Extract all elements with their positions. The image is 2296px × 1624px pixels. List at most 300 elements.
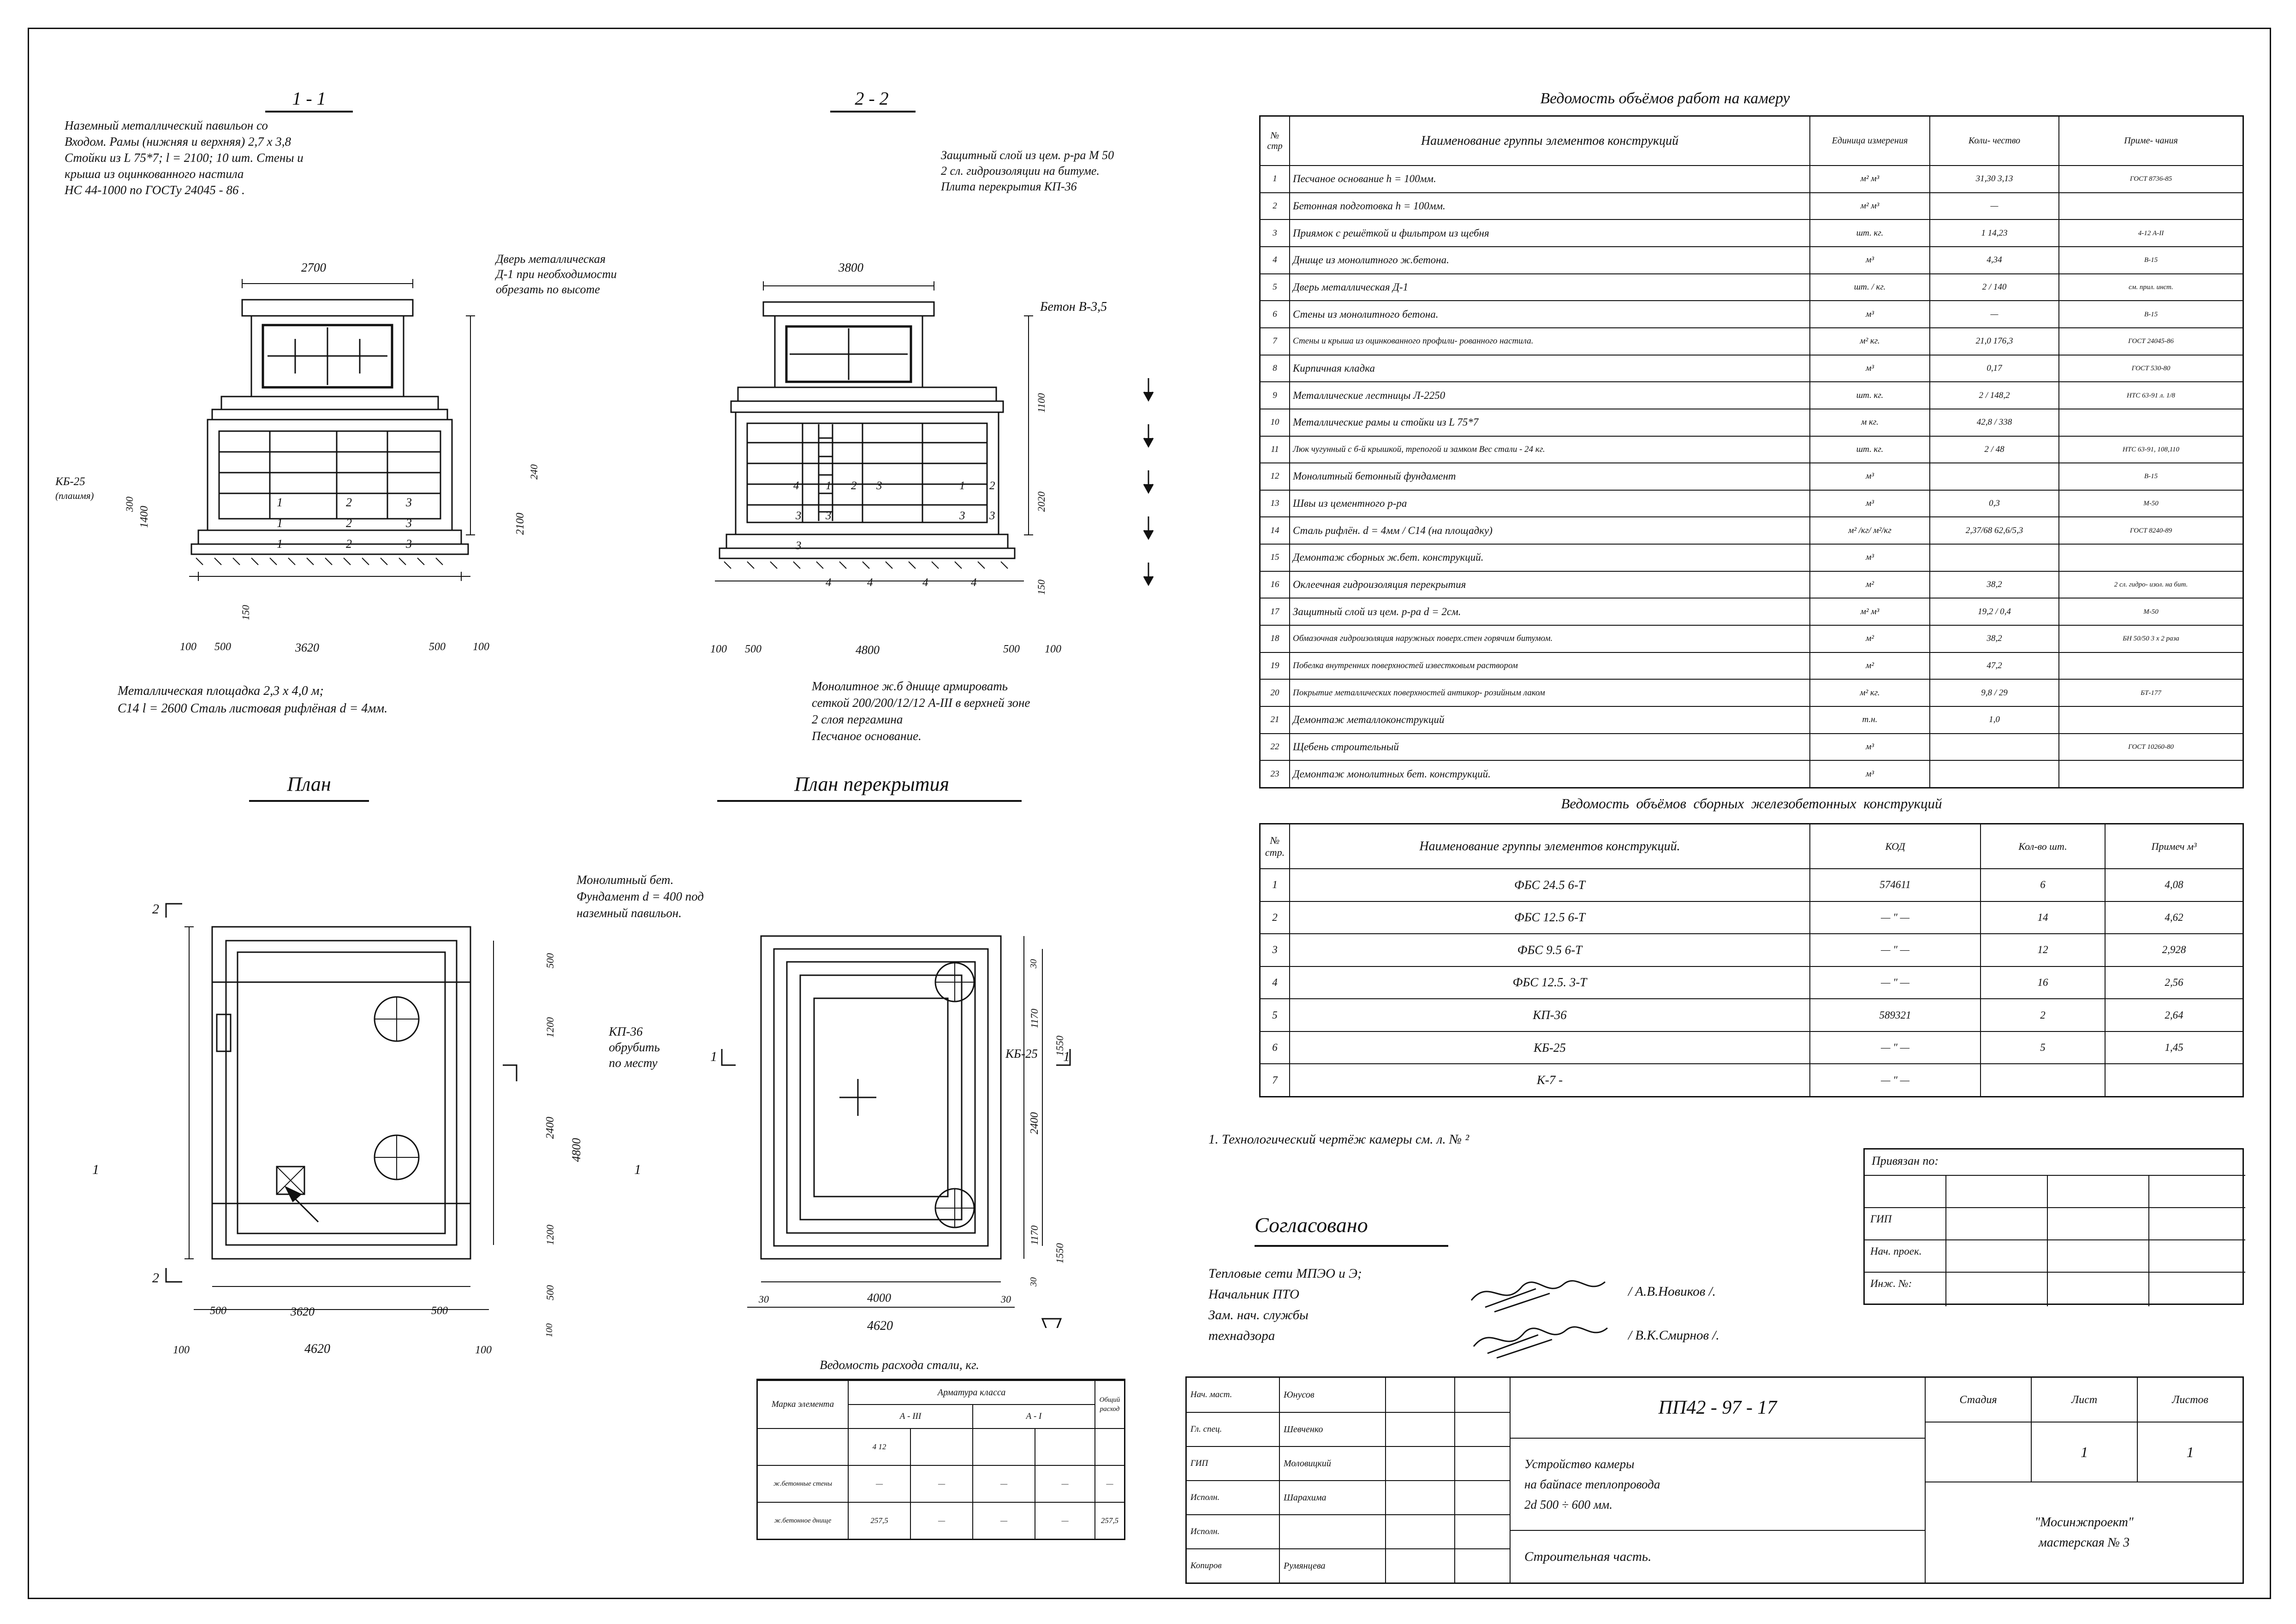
block-num: 2 — [989, 480, 995, 492]
volumes-row-name: Оклеечная гидроизоляция перекрытия — [1289, 571, 1809, 598]
section-2-2-drawing — [710, 258, 1098, 627]
volumes-row-unit: шт. кг. — [1809, 436, 1929, 463]
dim-1400: 1400 — [138, 506, 150, 528]
steel-header-class: Арматура класса — [848, 1380, 1094, 1404]
block-num: 1 — [277, 496, 283, 509]
cover-mark-1-right: 1 — [1063, 1049, 1070, 1064]
volumes-row-num: 1 — [1261, 165, 1289, 192]
prefab-header-col-qty: Кол-во шт. — [1980, 824, 2105, 868]
volumes-row-unit: м² — [1809, 625, 1929, 652]
prefab-row-qty: 14 — [1980, 901, 2105, 934]
note-line: Д-1 при необходимости — [496, 267, 617, 281]
volumes-row-note: БН 50/50 3 х 2 раза — [2058, 625, 2242, 652]
volumes-row-num: 14 — [1261, 516, 1289, 544]
prefab-row-code: — ″ — — [1809, 966, 1980, 999]
volumes-row-note — [2058, 760, 2242, 787]
prefab-row-qty: 16 — [1980, 966, 2105, 999]
cover-dim-1550a: 1550 — [1054, 1036, 1065, 1056]
plan-dim-500d: 500 — [431, 1305, 448, 1317]
block-num: 3 — [876, 480, 882, 492]
approval-line: технадзора — [1208, 1328, 1275, 1343]
note-line: 2 сл. гидроизоляции на битуме. — [941, 164, 1100, 178]
approval-line: Начальник ПТО — [1208, 1287, 1299, 1302]
volumes-header-col-num: № стр — [1267, 130, 1283, 151]
stamp-signature-cell — [1385, 1378, 1454, 1412]
binding-row-nachproekt: Нач. проек. — [1870, 1245, 1922, 1257]
volumes-row-note: НТС 63-91, 108,110 — [2058, 436, 2242, 463]
note-line: обрубить — [609, 1040, 660, 1054]
cover-mark-1-left: 1 — [710, 1049, 717, 1064]
volumes-row-note: 2 сл. гидро- изол. на бит. — [2058, 571, 2242, 598]
volumes-row-unit: м² м³ — [1809, 598, 1929, 625]
stamp-org-line: "Мосинжпроект" — [2034, 1515, 2134, 1529]
block-num: 2 — [346, 496, 352, 509]
block-num: 4 — [922, 576, 928, 589]
stamp-signature-cell — [1385, 1548, 1454, 1583]
prefab-row-name: ФБС 12.5 6-Т — [1289, 901, 1809, 934]
steel-row-total: — — [1094, 1465, 1124, 1502]
volumes-row-note: В-15 — [2058, 300, 2242, 327]
underline — [1255, 1245, 1448, 1247]
volumes-row-note: В-15 — [2058, 462, 2242, 490]
volumes-row-note: ГОСТ 8240-89 — [2058, 516, 2242, 544]
volumes-row-note — [2058, 652, 2242, 679]
volumes-row-qty: 1,0 — [1929, 706, 2058, 733]
volumes-row-num: 10 — [1261, 409, 1289, 436]
steel-subheader-a3: А - III — [848, 1404, 972, 1428]
divider — [1945, 1175, 1946, 1306]
stamp-org-line: мастерская № 3 — [2038, 1535, 2130, 1550]
volumes-row-name: Металлические лестницы Л-2250 — [1289, 381, 1809, 409]
volumes-row-qty — [1929, 760, 2058, 787]
volumes-row-unit: м² — [1809, 652, 1929, 679]
block-num: 1 — [277, 516, 283, 530]
block-num: 1 — [277, 537, 283, 551]
note-line: (плашмя) — [55, 490, 94, 501]
plan-mark-1-left: 1 — [92, 1162, 99, 1177]
dim-2700: 2700 — [301, 261, 326, 274]
cover-dim-1170b: 1170 — [1029, 1225, 1040, 1245]
block-num: 4 — [793, 480, 799, 492]
note-line: Дверь металлическая — [496, 252, 606, 266]
volumes-row-name: Обмазочная гидроизоляция наружных поверх.стен горячим битумом. — [1289, 625, 1809, 652]
volumes-row-num: 18 — [1261, 625, 1289, 652]
stamp-signature-cell — [1385, 1412, 1454, 1446]
volumes-row-qty: 1 14,23 — [1929, 219, 2058, 246]
volumes-row-qty: 0,3 — [1929, 490, 2058, 517]
approval-title: Согласовано — [1255, 1213, 1368, 1237]
stamp-organization — [1925, 1482, 2242, 1583]
volumes-row-num: 2 — [1261, 192, 1289, 219]
prefab-table — [1259, 823, 2244, 1097]
block-num: 2 — [851, 480, 857, 492]
volumes-row-name: Песчаное основание h = 100мм. — [1289, 165, 1809, 192]
stamp-object-line: на байпасе теплопровода — [1524, 1477, 1660, 1491]
approval-line: Зам. нач. службы — [1208, 1308, 1309, 1322]
steel-row-a3-2 — [910, 1428, 972, 1465]
stamp-name: Юнусов — [1279, 1378, 1385, 1412]
note-line: сеткой 200/200/12/12 А-III в верхней зоне — [812, 696, 1030, 710]
bottom-note-2-2 — [812, 678, 1030, 744]
steel-table-title: Ведомость расхода стали, кг. — [820, 1358, 979, 1372]
volumes-row-name: Приямок с решёткой и фильтром из щебня — [1289, 219, 1809, 246]
cover-dim-30d: 30 — [1001, 1293, 1011, 1305]
volumes-row-note: 4-12 А-II — [2058, 219, 2242, 246]
approval-signature-1: / А.В.Новиков /. — [1628, 1284, 1716, 1299]
stamp-name: Моловицкий — [1279, 1446, 1385, 1480]
volumes-row-unit: м³ — [1809, 733, 1929, 760]
stamp-signature-cell — [1385, 1514, 1454, 1548]
volumes-row-name: Демонтаж сборных ж.бет. конструкций. — [1289, 544, 1809, 571]
note-line: крыша из оцинкованного настила — [65, 167, 244, 181]
plan-dim-100rr: 100 — [475, 1344, 492, 1356]
volumes-row-unit: м² кг. — [1809, 327, 1929, 355]
steel-row-mark: ж.бетонное днище — [758, 1502, 848, 1539]
stamp-object — [1510, 1438, 1925, 1530]
volumes-row-num: 22 — [1261, 733, 1289, 760]
underline — [249, 800, 369, 802]
steel-row-total — [1094, 1428, 1124, 1465]
volumes-row-num: 15 — [1261, 544, 1289, 571]
volumes-row-num: 17 — [1261, 598, 1289, 625]
volumes-row-qty: 31,30 3,13 — [1929, 165, 2058, 192]
prefab-row-num: 6 — [1261, 1031, 1289, 1064]
volumes-row-num: 16 — [1261, 571, 1289, 598]
block-num: 3 — [406, 516, 412, 530]
prefab-row-name: КП-36 — [1289, 998, 1809, 1031]
volumes-row-note: М-50 — [2058, 598, 2242, 625]
prefab-row-volume: 2,56 — [2105, 966, 2242, 999]
stamp-date-cell — [1454, 1412, 1510, 1446]
prefab-row-code: — ″ — — [1809, 1063, 1980, 1096]
volumes-row-name: Сталь рифлён. d = 4мм / С14 (на площадку) — [1289, 516, 1809, 544]
block-num: 3 — [826, 510, 832, 522]
stamp-date-cell — [1454, 1378, 1510, 1412]
note-line: Входом. Рамы (нижняя и верхняя) 2,7 х 3,8 — [65, 135, 291, 148]
kb25-note-cover: КБ-25 — [1005, 1047, 1038, 1061]
volumes-row-note — [2058, 544, 2242, 571]
underline — [717, 800, 1022, 802]
prefab-row-volume: 1,45 — [2105, 1031, 2242, 1064]
steel-row-a1-2: — — [1035, 1465, 1094, 1502]
steel-subheader-a1: А - I — [972, 1404, 1094, 1428]
volumes-row-qty: 21,0 176,3 — [1929, 327, 2058, 355]
plan-dim-500a: 500 — [544, 953, 556, 968]
volumes-row-name: Монолитный бетонный фундамент — [1289, 462, 1809, 490]
prefab-row-name: ФБС 9.5 6-Т — [1289, 933, 1809, 966]
section-1-1-drawing — [152, 258, 567, 636]
prefab-header-col-code: КОД — [1809, 824, 1980, 868]
volumes-row-unit: т.н. — [1809, 706, 1929, 733]
prefab-row-code: — ″ — — [1809, 1031, 1980, 1064]
note-line: Монолитное ж.б днище армировать — [812, 679, 1008, 693]
dim-3800: 3800 — [839, 261, 863, 274]
stamp-role: Исполн. — [1187, 1514, 1279, 1548]
steel-row-a3-1: — — [848, 1465, 910, 1502]
prefab-row-num: 5 — [1261, 998, 1289, 1031]
volumes-row-num: 13 — [1261, 490, 1289, 517]
dim-bottom-100c: 100 — [710, 643, 727, 655]
approval-lines — [1208, 1263, 1362, 1346]
stamp-date-cell — [1454, 1446, 1510, 1480]
volumes-row-num: 23 — [1261, 760, 1289, 787]
dim-bottom-500b: 500 — [429, 641, 446, 653]
volumes-row-unit: м² /кг/ м²/кг — [1809, 516, 1929, 544]
note-line: Плита перекрытия КП-36 — [941, 180, 1077, 193]
note-line: С14 l = 2600 Сталь листовая рифлёная d = 4мм. — [118, 701, 388, 716]
stamp-name: Румянцева — [1279, 1548, 1385, 1583]
stamp-stage-value: 1 — [2137, 1422, 2242, 1482]
prefab-row-volume — [2105, 1063, 2242, 1096]
block-num: 3 — [989, 510, 995, 522]
prefab-row-volume: 4,08 — [2105, 868, 2242, 901]
stamp-stage-header: Стадия — [1925, 1378, 2031, 1422]
divider — [2047, 1175, 2048, 1306]
note-line: КП-36 — [609, 1025, 643, 1038]
cover-dim-2400: 2400 — [1029, 1112, 1041, 1134]
volumes-row-unit: шт. кг. — [1809, 219, 1929, 246]
cover-dim-4000: 4000 — [867, 1291, 891, 1304]
prefab-row-name: ФБС 12.5. 3-Т — [1289, 966, 1809, 999]
volumes-row-unit: м³ — [1809, 246, 1929, 273]
volumes-row-name: Побелка внутренних поверхностей известковым раствором — [1289, 652, 1809, 679]
stamp-date-cell — [1454, 1480, 1510, 1514]
steel-header-total: Общий расход — [1094, 1380, 1124, 1428]
block-num: 2 — [346, 516, 352, 530]
volumes-row-note: БТ-177 — [2058, 679, 2242, 706]
prefab-row-name: КБ-25 — [1289, 1031, 1809, 1064]
block-num: 3 — [796, 510, 802, 522]
note-line: Фундамент d = 400 под — [577, 889, 704, 903]
volumes-row-name: Люк чугунный с б-й крышкой, трепогой и замком Вес стали - 24 кг. — [1289, 436, 1809, 463]
prefab-row-code: — ″ — — [1809, 933, 1980, 966]
block-num: 2 — [346, 537, 352, 551]
volumes-row-name: Покрытие металлических поверхностей антикор- розийным лаком — [1289, 679, 1809, 706]
stamp-date-cell — [1454, 1514, 1510, 1548]
note-line: наземный павильон. — [577, 906, 682, 920]
volumes-row-name: Бетонная подготовка h = 100мм. — [1289, 192, 1809, 219]
volumes-row-note — [2058, 192, 2242, 219]
volumes-row-qty — [1929, 733, 2058, 760]
dim-bottom-500d: 500 — [1003, 643, 1020, 655]
dim-bottom-100a: 100 — [180, 641, 196, 653]
dim-bottom-4800: 4800 — [856, 643, 880, 657]
divider — [1865, 1175, 2245, 1176]
note-line: по месту — [609, 1056, 658, 1070]
volumes-row-qty: 0,17 — [1929, 355, 2058, 382]
prefab-row-num: 7 — [1261, 1063, 1289, 1096]
plan-title: План — [287, 773, 331, 795]
prefab-row-qty — [1980, 1063, 2105, 1096]
prefab-row-qty: 12 — [1980, 933, 2105, 966]
steel-row-mark — [758, 1428, 848, 1465]
volumes-row-name: Стены из монолитного бетона. — [1289, 300, 1809, 327]
stamp-role: Исполн. — [1187, 1480, 1279, 1514]
binding-table — [1863, 1148, 2244, 1305]
stamp-stage-header: Листов — [2137, 1378, 2242, 1422]
stamp-role: Нач. маст. — [1190, 1390, 1232, 1399]
volumes-row-name: Защитный слой из цем. р-ра d = 2см. — [1289, 598, 1809, 625]
plan-dim-100r: 100 — [544, 1323, 554, 1337]
steel-row-a3-2: — — [910, 1465, 972, 1502]
steel-row-a1-1: — — [972, 1465, 1035, 1502]
divider — [1865, 1239, 2245, 1240]
volumes-row-num: 7 — [1261, 327, 1289, 355]
volumes-row-name: Стены и крыша из оцинкованного профили- рованного настила. — [1289, 327, 1809, 355]
prefab-row-qty: 5 — [1980, 1031, 2105, 1064]
dim-bottom-3620: 3620 — [295, 641, 319, 654]
steel-row-a3-1: 4 12 — [848, 1428, 910, 1465]
volumes-header-col-qty: Коли- чество — [1929, 117, 2058, 165]
volumes-row-note: см. прил. инст. — [2058, 273, 2242, 301]
note-line: Песчаное основание. — [812, 729, 922, 743]
volumes-row-qty: 47,2 — [1929, 652, 2058, 679]
stamp-name: Шевченко — [1279, 1412, 1385, 1446]
volumes-row-unit: м³ — [1809, 490, 1929, 517]
note-line: Наземный металлический павильон со — [65, 119, 268, 132]
volumes-row-unit: м³ — [1809, 544, 1929, 571]
volumes-row-unit: шт. / кг. — [1809, 273, 1929, 301]
prefab-row-volume: 4,62 — [2105, 901, 2242, 934]
plan-dim-3620: 3620 — [291, 1305, 315, 1318]
stamp-signature-cell — [1385, 1480, 1454, 1514]
volumes-header-col-note: Приме- чания — [2058, 117, 2242, 165]
volumes-row-qty: 38,2 — [1929, 571, 2058, 598]
foundation-note — [577, 871, 704, 921]
plan-mark-2-top: 2 — [152, 901, 159, 917]
volumes-row-qty: 2 / 48 — [1929, 436, 2058, 463]
title-block — [1185, 1376, 2244, 1584]
prefab-row-name: ФБС 24.5 6-Т — [1289, 868, 1809, 901]
volumes-row-name: Швы из цементного р-ра — [1289, 490, 1809, 517]
stamp-object-line: 2d 500 ÷ 600 мм. — [1524, 1498, 1613, 1511]
volumes-row-qty — [1929, 462, 2058, 490]
volumes-row-note: ГОСТ 530-80 — [2058, 355, 2242, 382]
prefab-row-code: 574611 — [1809, 868, 1980, 901]
prefab-row-qty: 6 — [1980, 868, 2105, 901]
prefab-row-num: 1 — [1261, 868, 1289, 901]
divider — [1865, 1207, 2245, 1208]
volumes-header-col-unit: Единица измерения — [1809, 117, 1929, 165]
volumes-row-note: ГОСТ 24045-86 — [2058, 327, 2242, 355]
volumes-row-unit: м³ — [1809, 300, 1929, 327]
volumes-row-qty: 2 / 148,2 — [1929, 381, 2058, 409]
tech-drawing-note: 1. Технологический чертёж камеры см. л. № ² — [1208, 1132, 1469, 1147]
cover-dim-1170a: 1170 — [1029, 1008, 1040, 1028]
dim-300: 300 — [124, 497, 135, 512]
stamp-name — [1279, 1514, 1385, 1548]
dim-bottom-500c: 500 — [745, 643, 761, 655]
prefab-row-num: 3 — [1261, 933, 1289, 966]
underline — [830, 111, 916, 113]
volumes-row-name: Демонтаж монолитных бет. конструкций. — [1289, 760, 1809, 787]
volumes-table-title: Ведомость объёмов работ на камеру — [1540, 90, 1790, 107]
note-line: 2 слоя пергамина — [812, 712, 903, 726]
volumes-row-num: 9 — [1261, 381, 1289, 409]
volumes-row-num: 3 — [1261, 219, 1289, 246]
plan-cover-title: План перекрытия — [794, 773, 949, 795]
note-line: НС 44-1000 по ГОСТу 24045 - 86 . — [65, 183, 245, 197]
volumes-row-num: 20 — [1261, 679, 1289, 706]
plan-dim-500b: 500 — [544, 1285, 556, 1300]
prefab-row-volume: 2,928 — [2105, 933, 2242, 966]
volumes-row-num: 4 — [1261, 246, 1289, 273]
steel-table — [756, 1379, 1125, 1540]
volumes-row-note: НТС 63-91 л. 1/8 — [2058, 381, 2242, 409]
steel-row-a1-2 — [1035, 1428, 1094, 1465]
prefab-header-col-volume: Примеч м³ — [2105, 824, 2242, 868]
section-2-2-notes — [941, 148, 1245, 195]
prefab-header-col-name: Наименование группы элементов конструкций. — [1289, 824, 1809, 868]
section-2-2-title: 2 - 2 — [855, 88, 889, 109]
divider — [2148, 1175, 2149, 1306]
plan-mark-2-bottom: 2 — [152, 1270, 159, 1286]
section-1-1-notes — [65, 118, 461, 198]
volumes-row-note — [2058, 409, 2242, 436]
volumes-row-num: 19 — [1261, 652, 1289, 679]
stamp-date-cell — [1454, 1548, 1510, 1583]
concrete-grade: Бетон В-3,5 — [1040, 300, 1107, 314]
prefab-row-code: 589321 — [1809, 998, 1980, 1031]
cover-dim-30c: 30 — [759, 1293, 769, 1305]
stamp-code: ПП42 - 97 - 17 — [1510, 1378, 1925, 1438]
volumes-row-name: Демонтаж металлоконструкций — [1289, 706, 1809, 733]
plan-drawing — [138, 899, 553, 1337]
stamp-part: Строительная часть. — [1510, 1530, 1925, 1583]
volumes-row-name: Металлические рамы и стойки из L 75*7 — [1289, 409, 1809, 436]
volumes-row-num: 6 — [1261, 300, 1289, 327]
stamp-role: Копиров — [1187, 1548, 1279, 1583]
volumes-table — [1259, 115, 2244, 788]
note-line: Стойки из L 75*7; l = 2100; 10 шт. Стены и — [65, 151, 303, 165]
note-line: обрезать по высоте — [496, 283, 600, 296]
volumes-row-unit: м² кг. — [1809, 679, 1929, 706]
volumes-row-qty: 42,8 / 338 — [1929, 409, 2058, 436]
signature-scribbles — [1467, 1273, 1651, 1360]
volumes-row-unit: м³ — [1809, 355, 1929, 382]
volumes-row-num: 11 — [1261, 436, 1289, 463]
block-num: 1 — [959, 480, 965, 492]
block-num: 4 — [867, 576, 873, 589]
volumes-row-unit: м кг. — [1809, 409, 1929, 436]
prefab-table-title: Ведомость объёмов сборных железобетонных конструкций — [1561, 795, 1942, 812]
plan-dim-1200b: 1200 — [544, 1225, 556, 1245]
binding-row-gip: ГИП — [1870, 1213, 1892, 1225]
underline — [265, 111, 353, 113]
stamp-object-line: Устройство камеры — [1524, 1457, 1635, 1471]
plan-dim-4620: 4620 — [304, 1342, 330, 1356]
volumes-row-note — [2058, 706, 2242, 733]
stamp-role: ГИП — [1187, 1446, 1279, 1480]
note-line: Металлическая площадка 2,3 х 4,0 м; — [118, 684, 324, 698]
stamp-stage-value: 1 — [2031, 1422, 2137, 1482]
volumes-row-unit: м² м³ — [1809, 192, 1929, 219]
stamp-role: Гл. спец. — [1187, 1412, 1279, 1446]
prefab-row-num: 2 — [1261, 901, 1289, 934]
cover-dim-1550b: 1550 — [1054, 1243, 1065, 1263]
dim-bottom-100b: 100 — [473, 641, 489, 653]
volumes-row-name: Днище из монолитного ж.бетона. — [1289, 246, 1809, 273]
plan-mark-1-right: 1 — [634, 1162, 641, 1177]
note-line: КБ-25 — [55, 475, 85, 488]
cover-dim-4620: 4620 — [867, 1319, 893, 1333]
approval-signature-2: / В.К.Смирнов /. — [1628, 1328, 1719, 1343]
volumes-row-unit: м³ — [1809, 760, 1929, 787]
steel-row-total: 257,5 — [1094, 1502, 1124, 1539]
dim-bottom-100d: 100 — [1045, 643, 1061, 655]
volumes-row-num: 12 — [1261, 462, 1289, 490]
dim-2100: 2100 — [514, 513, 526, 535]
